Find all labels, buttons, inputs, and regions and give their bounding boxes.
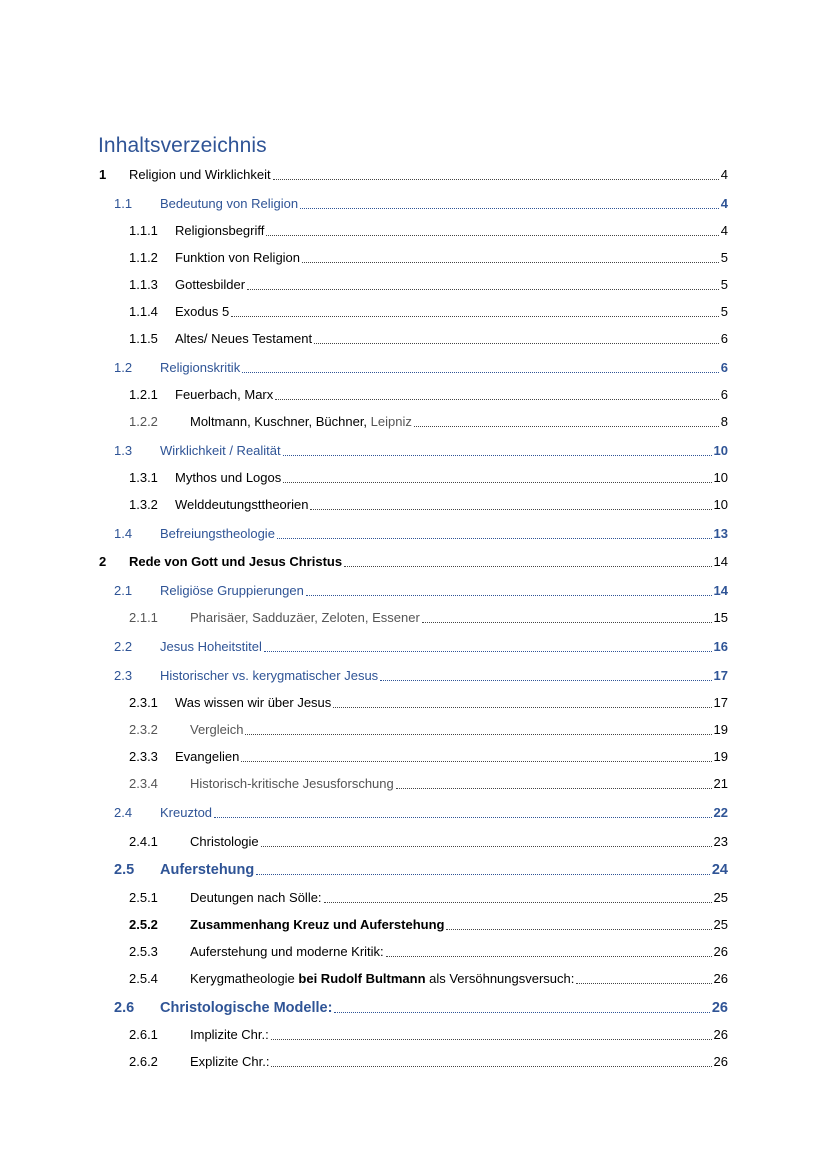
toc-entry-label[interactable] xyxy=(175,387,273,403)
toc-entry-number: 1.1.5 xyxy=(129,331,158,346)
toc-entry-label[interactable] xyxy=(160,668,378,684)
toc-dot-leader xyxy=(231,315,719,317)
toc-entry-label[interactable] xyxy=(129,554,342,570)
toc-entry-label-text: Rede von Gott und Jesus Christus xyxy=(129,554,343,569)
toc-entry-label-text: Implizite Chr.: xyxy=(190,1027,269,1042)
toc-entry-page-number[interactable]: 8 xyxy=(720,414,728,429)
toc-entry-label-text: Zusammenhang Kreuz und Auferstehung xyxy=(190,917,445,932)
toc-entry[interactable] xyxy=(0,774,828,794)
toc-dot-leader xyxy=(314,342,719,344)
toc-entry-number: 2.6.2 xyxy=(129,1054,158,1069)
toc-entry-label[interactable] xyxy=(129,167,271,183)
toc-entry-page-number[interactable]: 10 xyxy=(713,470,728,485)
toc-entry-page-number[interactable]: 26 xyxy=(711,1000,728,1016)
toc-entry[interactable] xyxy=(0,329,828,349)
toc-entry-label[interactable] xyxy=(190,1027,269,1043)
toc-entry-label-suffix: Leipniz xyxy=(367,414,412,429)
toc-entry-number: 2.3.2 xyxy=(129,722,158,737)
toc-entry-page-number[interactable]: 14 xyxy=(713,583,728,598)
toc-entry-label[interactable] xyxy=(160,583,304,599)
toc-entry-label[interactable] xyxy=(190,722,243,738)
toc-entry-page-number[interactable]: 6 xyxy=(720,331,728,346)
toc-entry-number: 2.3 xyxy=(114,668,133,683)
toc-dot-leader xyxy=(283,454,712,456)
toc-entry-label[interactable] xyxy=(160,862,254,878)
toc-dot-leader xyxy=(446,928,711,930)
toc-dot-leader xyxy=(302,261,719,263)
toc-dot-leader xyxy=(422,621,712,623)
toc-entry[interactable] xyxy=(0,552,828,572)
toc-entry-label-text: Religiöse Gruppierungen xyxy=(160,583,304,598)
toc-entry[interactable] xyxy=(0,385,828,405)
toc-entry[interactable] xyxy=(0,221,828,241)
toc-entry-number: 2.3.4 xyxy=(129,776,158,791)
toc-entry[interactable] xyxy=(0,412,828,432)
toc-entry-label-text: Exodus 5 xyxy=(175,304,230,319)
toc-entry-label[interactable] xyxy=(160,1000,332,1016)
toc-entry-label-text: Christologische Modelle: xyxy=(160,1000,333,1016)
toc-entry-label-bold: bei Rudolf Bultmann xyxy=(298,971,426,986)
toc-entry[interactable] xyxy=(0,832,828,852)
toc-entry-number: 1.1.4 xyxy=(129,304,158,319)
toc-entry-page-number[interactable]: 13 xyxy=(713,526,728,541)
toc-entry[interactable] xyxy=(0,998,828,1018)
toc-entry-number: 1.1.2 xyxy=(129,250,158,265)
toc-entry[interactable] xyxy=(0,441,828,461)
toc-entry-label[interactable] xyxy=(175,304,229,320)
toc-entry-label-text: Was wissen wir über Jesus xyxy=(175,695,332,710)
toc-entry[interactable] xyxy=(0,358,828,378)
toc-entry-number: 2.5.3 xyxy=(129,944,158,959)
toc-entry-number: 1.3 xyxy=(114,443,133,458)
toc-dot-leader xyxy=(396,787,712,789)
toc-dot-leader xyxy=(242,371,719,373)
toc-entry[interactable] xyxy=(0,720,828,740)
toc-entry-label[interactable] xyxy=(190,834,259,850)
toc-entry-page-number[interactable]: 17 xyxy=(713,695,728,710)
toc-entry-number: 2.5.2 xyxy=(129,917,158,932)
toc-dot-leader xyxy=(344,565,711,567)
toc-dot-leader xyxy=(414,425,719,427)
toc-entry-label[interactable] xyxy=(175,497,308,513)
toc-entry-number: 2.6 xyxy=(114,1000,135,1016)
toc-entry-number: 2.4 xyxy=(114,805,133,820)
toc-entry-page-number[interactable]: 4 xyxy=(720,167,728,182)
toc-entry-label-text: Vergleich xyxy=(190,722,244,737)
toc-dot-leader xyxy=(245,733,711,735)
toc-entry-label-suffix: als Versöhnungsversuch: xyxy=(425,971,575,986)
toc-dot-leader xyxy=(380,679,711,681)
toc-dot-leader xyxy=(283,481,711,483)
toc-dot-leader xyxy=(247,288,719,290)
toc-dot-leader xyxy=(333,706,711,708)
toc-entry-number: 2.3.1 xyxy=(129,695,158,710)
toc-entry-label[interactable] xyxy=(190,971,574,987)
toc-entry-label-text: Feuerbach, Marx xyxy=(175,387,274,402)
toc-entry-page-number[interactable]: 19 xyxy=(713,749,728,764)
toc-entry[interactable] xyxy=(0,194,828,214)
toc-entry-label-text: Befreiungstheologie xyxy=(160,526,275,541)
toc-title: Inhaltsverzeichnis xyxy=(98,134,267,157)
toc-entry-label-text: Altes/ Neues Testament xyxy=(175,331,313,346)
toc-entry-label[interactable] xyxy=(190,944,384,960)
toc-entry-page-number[interactable]: 15 xyxy=(713,610,728,625)
toc-dot-leader xyxy=(277,537,712,539)
toc-entry-label[interactable] xyxy=(160,443,281,459)
toc-entry[interactable] xyxy=(0,608,828,628)
toc-entry-page-number[interactable]: 17 xyxy=(713,668,728,683)
toc-entry-label[interactable] xyxy=(160,360,240,376)
toc-entry-page-number[interactable]: 5 xyxy=(720,277,728,292)
toc-entry-label[interactable] xyxy=(160,639,262,655)
toc-dot-leader xyxy=(271,1038,712,1040)
toc-entry-number: 1.1.1 xyxy=(129,223,158,238)
toc-entry[interactable] xyxy=(0,747,828,767)
toc-dot-leader xyxy=(241,760,711,762)
toc-entry-label[interactable] xyxy=(175,695,331,711)
toc-entry-label-text: Pharisäer, Sadduzäer, Zeloten, Essener xyxy=(190,610,420,625)
toc-entry-label-text: Historisch-kritische Jesusforschung xyxy=(190,776,394,791)
toc-entry-page-number[interactable]: 6 xyxy=(720,360,728,375)
toc-entry-label[interactable] xyxy=(160,196,298,212)
toc-entry-page-number[interactable]: 25 xyxy=(713,917,728,932)
toc-entry-number: 2.2 xyxy=(114,639,133,654)
toc-entry-page-number[interactable]: 23 xyxy=(713,834,728,849)
toc-dot-leader xyxy=(266,234,718,236)
toc-entry-page-number[interactable]: 6 xyxy=(720,387,728,402)
toc-entry-label-text: Deutungen nach Sölle: xyxy=(190,890,322,905)
toc-entry-label-text: Moltmann, Kuschner, Büchner, xyxy=(190,414,368,429)
toc-entry-label-text: Jesus Hoheitstitel xyxy=(160,639,262,654)
toc-dot-leader xyxy=(264,650,712,652)
toc-entry-label[interactable] xyxy=(160,805,212,821)
toc-entry-number: 2.5 xyxy=(114,862,135,878)
toc-entry-page-number[interactable]: 10 xyxy=(713,497,728,512)
toc-entry-label-text: Welddeutungsttheorien xyxy=(175,497,309,512)
toc-entry-number: 2.5.4 xyxy=(129,971,158,986)
toc-entry-page-number[interactable]: 5 xyxy=(720,304,728,319)
toc-entry[interactable] xyxy=(0,275,828,295)
toc-entry-label[interactable] xyxy=(190,610,420,626)
toc-entry-number: 1.1 xyxy=(114,196,133,211)
toc-entry-number: 2.6.1 xyxy=(129,1027,158,1042)
toc-entry[interactable] xyxy=(0,803,828,823)
toc-entry-label[interactable] xyxy=(175,223,264,239)
toc-entry[interactable] xyxy=(0,915,828,935)
toc-entry-label-text: Historischer vs. kerygmatischer Jesus xyxy=(160,668,379,683)
toc-entry-page-number[interactable]: 16 xyxy=(713,639,728,654)
toc-entry-number: 2.4.1 xyxy=(129,834,158,849)
toc-entry-page-number[interactable]: 14 xyxy=(713,554,728,569)
toc-entry-number: 1 xyxy=(99,167,107,182)
toc-entry-page-number[interactable]: 26 xyxy=(713,1027,728,1042)
toc-entry-label[interactable] xyxy=(175,250,300,266)
toc-entry-page-number[interactable]: 19 xyxy=(713,722,728,737)
toc-entry-label-text: Kerygmatheologie xyxy=(190,971,299,986)
toc-entry-label[interactable] xyxy=(190,917,444,933)
toc-entry-label[interactable] xyxy=(175,277,245,293)
toc-entry-number: 1.3.2 xyxy=(129,497,158,512)
toc-entry-label-text: Gottesbilder xyxy=(175,277,246,292)
toc-entry-page-number[interactable]: 4 xyxy=(720,223,728,238)
toc-entry[interactable] xyxy=(0,860,828,880)
toc-entry-label[interactable] xyxy=(175,331,312,347)
toc-entry[interactable] xyxy=(0,468,828,488)
toc-dot-leader xyxy=(271,1065,711,1067)
toc-entry-number: 2 xyxy=(99,554,107,569)
toc-entry[interactable] xyxy=(0,969,828,989)
toc-entry-number: 1.3.1 xyxy=(129,470,158,485)
toc-entry[interactable] xyxy=(0,1025,828,1045)
toc-entry-page-number[interactable]: 26 xyxy=(713,971,728,986)
toc-entry-label-text: Explizite Chr.: xyxy=(190,1054,270,1069)
toc-entry-number: 2.1.1 xyxy=(129,610,158,625)
toc-entry-label[interactable] xyxy=(190,890,322,906)
toc-dot-leader xyxy=(310,508,711,510)
toc-entry-label[interactable] xyxy=(175,470,281,486)
toc-entry[interactable] xyxy=(0,165,828,185)
toc-dot-leader xyxy=(256,873,710,875)
toc-entry-label-text: Bedeutung von Religion xyxy=(160,196,299,211)
toc-dot-leader xyxy=(300,207,719,209)
toc-entry-label-text: Mythos und Logos xyxy=(175,470,282,485)
toc-entry[interactable] xyxy=(0,1052,828,1072)
toc-entry-number: 1.2.1 xyxy=(129,387,158,402)
toc-entry[interactable] xyxy=(0,248,828,268)
toc-entry[interactable] xyxy=(0,302,828,322)
toc-dot-leader xyxy=(576,982,711,984)
toc-entry-page-number[interactable]: 25 xyxy=(713,890,728,905)
toc-entry-label-text: Religion und Wirklichkeit xyxy=(129,167,271,182)
toc-entry[interactable] xyxy=(0,581,828,601)
toc-entry-number: 1.4 xyxy=(114,526,133,541)
toc-dot-leader xyxy=(306,594,712,596)
toc-entry-label[interactable] xyxy=(190,776,394,792)
toc-entry-label-text: Evangelien xyxy=(175,749,240,764)
toc-entry-label[interactable] xyxy=(175,749,239,765)
toc-entry[interactable] xyxy=(0,942,828,962)
toc-entry[interactable] xyxy=(0,524,828,544)
toc-entry-label[interactable] xyxy=(190,414,412,430)
toc-entry-label-text: Religionskritik xyxy=(160,360,241,375)
toc-entry-number: 2.5.1 xyxy=(129,890,158,905)
toc-entry-page-number[interactable]: 24 xyxy=(711,862,728,878)
toc-dot-leader xyxy=(386,955,712,957)
toc-entry[interactable] xyxy=(0,637,828,657)
toc-entry-label-text: Wirklichkeit / Realität xyxy=(160,443,281,458)
toc-entry-label-text: Religionsbegriff xyxy=(175,223,265,238)
toc-dot-leader xyxy=(324,901,712,903)
toc-entry-number: 1.2.2 xyxy=(129,414,158,429)
toc-entry-number: 2.1 xyxy=(114,583,133,598)
toc-entry-page-number[interactable]: 5 xyxy=(720,250,728,265)
toc-entry-label[interactable] xyxy=(160,526,275,542)
toc-entry-number: 1.2 xyxy=(114,360,133,375)
toc-entry-page-number[interactable]: 21 xyxy=(713,776,728,791)
toc-entry-page-number[interactable]: 22 xyxy=(713,805,728,820)
toc-entry-label-text: Auferstehung xyxy=(160,862,255,878)
toc-entry[interactable] xyxy=(0,693,828,713)
toc-dot-leader xyxy=(273,178,719,180)
toc-entry[interactable] xyxy=(0,888,828,908)
toc-entry-page-number[interactable]: 26 xyxy=(713,1054,728,1069)
toc-entry[interactable] xyxy=(0,495,828,515)
toc-dot-leader xyxy=(214,816,711,818)
toc-entry-page-number[interactable]: 26 xyxy=(713,944,728,959)
toc-entry-label-text: Auferstehung und moderne Kritik: xyxy=(190,944,384,959)
toc-entry-number: 2.3.3 xyxy=(129,749,158,764)
toc-dot-leader xyxy=(334,1011,709,1013)
toc-entry-label-text: Kreuztod xyxy=(160,805,213,820)
toc-entry-label-text: Christologie xyxy=(190,834,259,849)
toc-dot-leader xyxy=(275,398,719,400)
toc-entry-label[interactable] xyxy=(190,1054,269,1070)
toc-entry-number: 1.1.3 xyxy=(129,277,158,292)
toc-entry-page-number[interactable]: 4 xyxy=(720,196,728,211)
toc-entry-page-number[interactable]: 10 xyxy=(713,443,728,458)
toc-entry[interactable] xyxy=(0,666,828,686)
toc-entry-label-text: Funktion von Religion xyxy=(175,250,301,265)
toc-dot-leader xyxy=(261,845,712,847)
